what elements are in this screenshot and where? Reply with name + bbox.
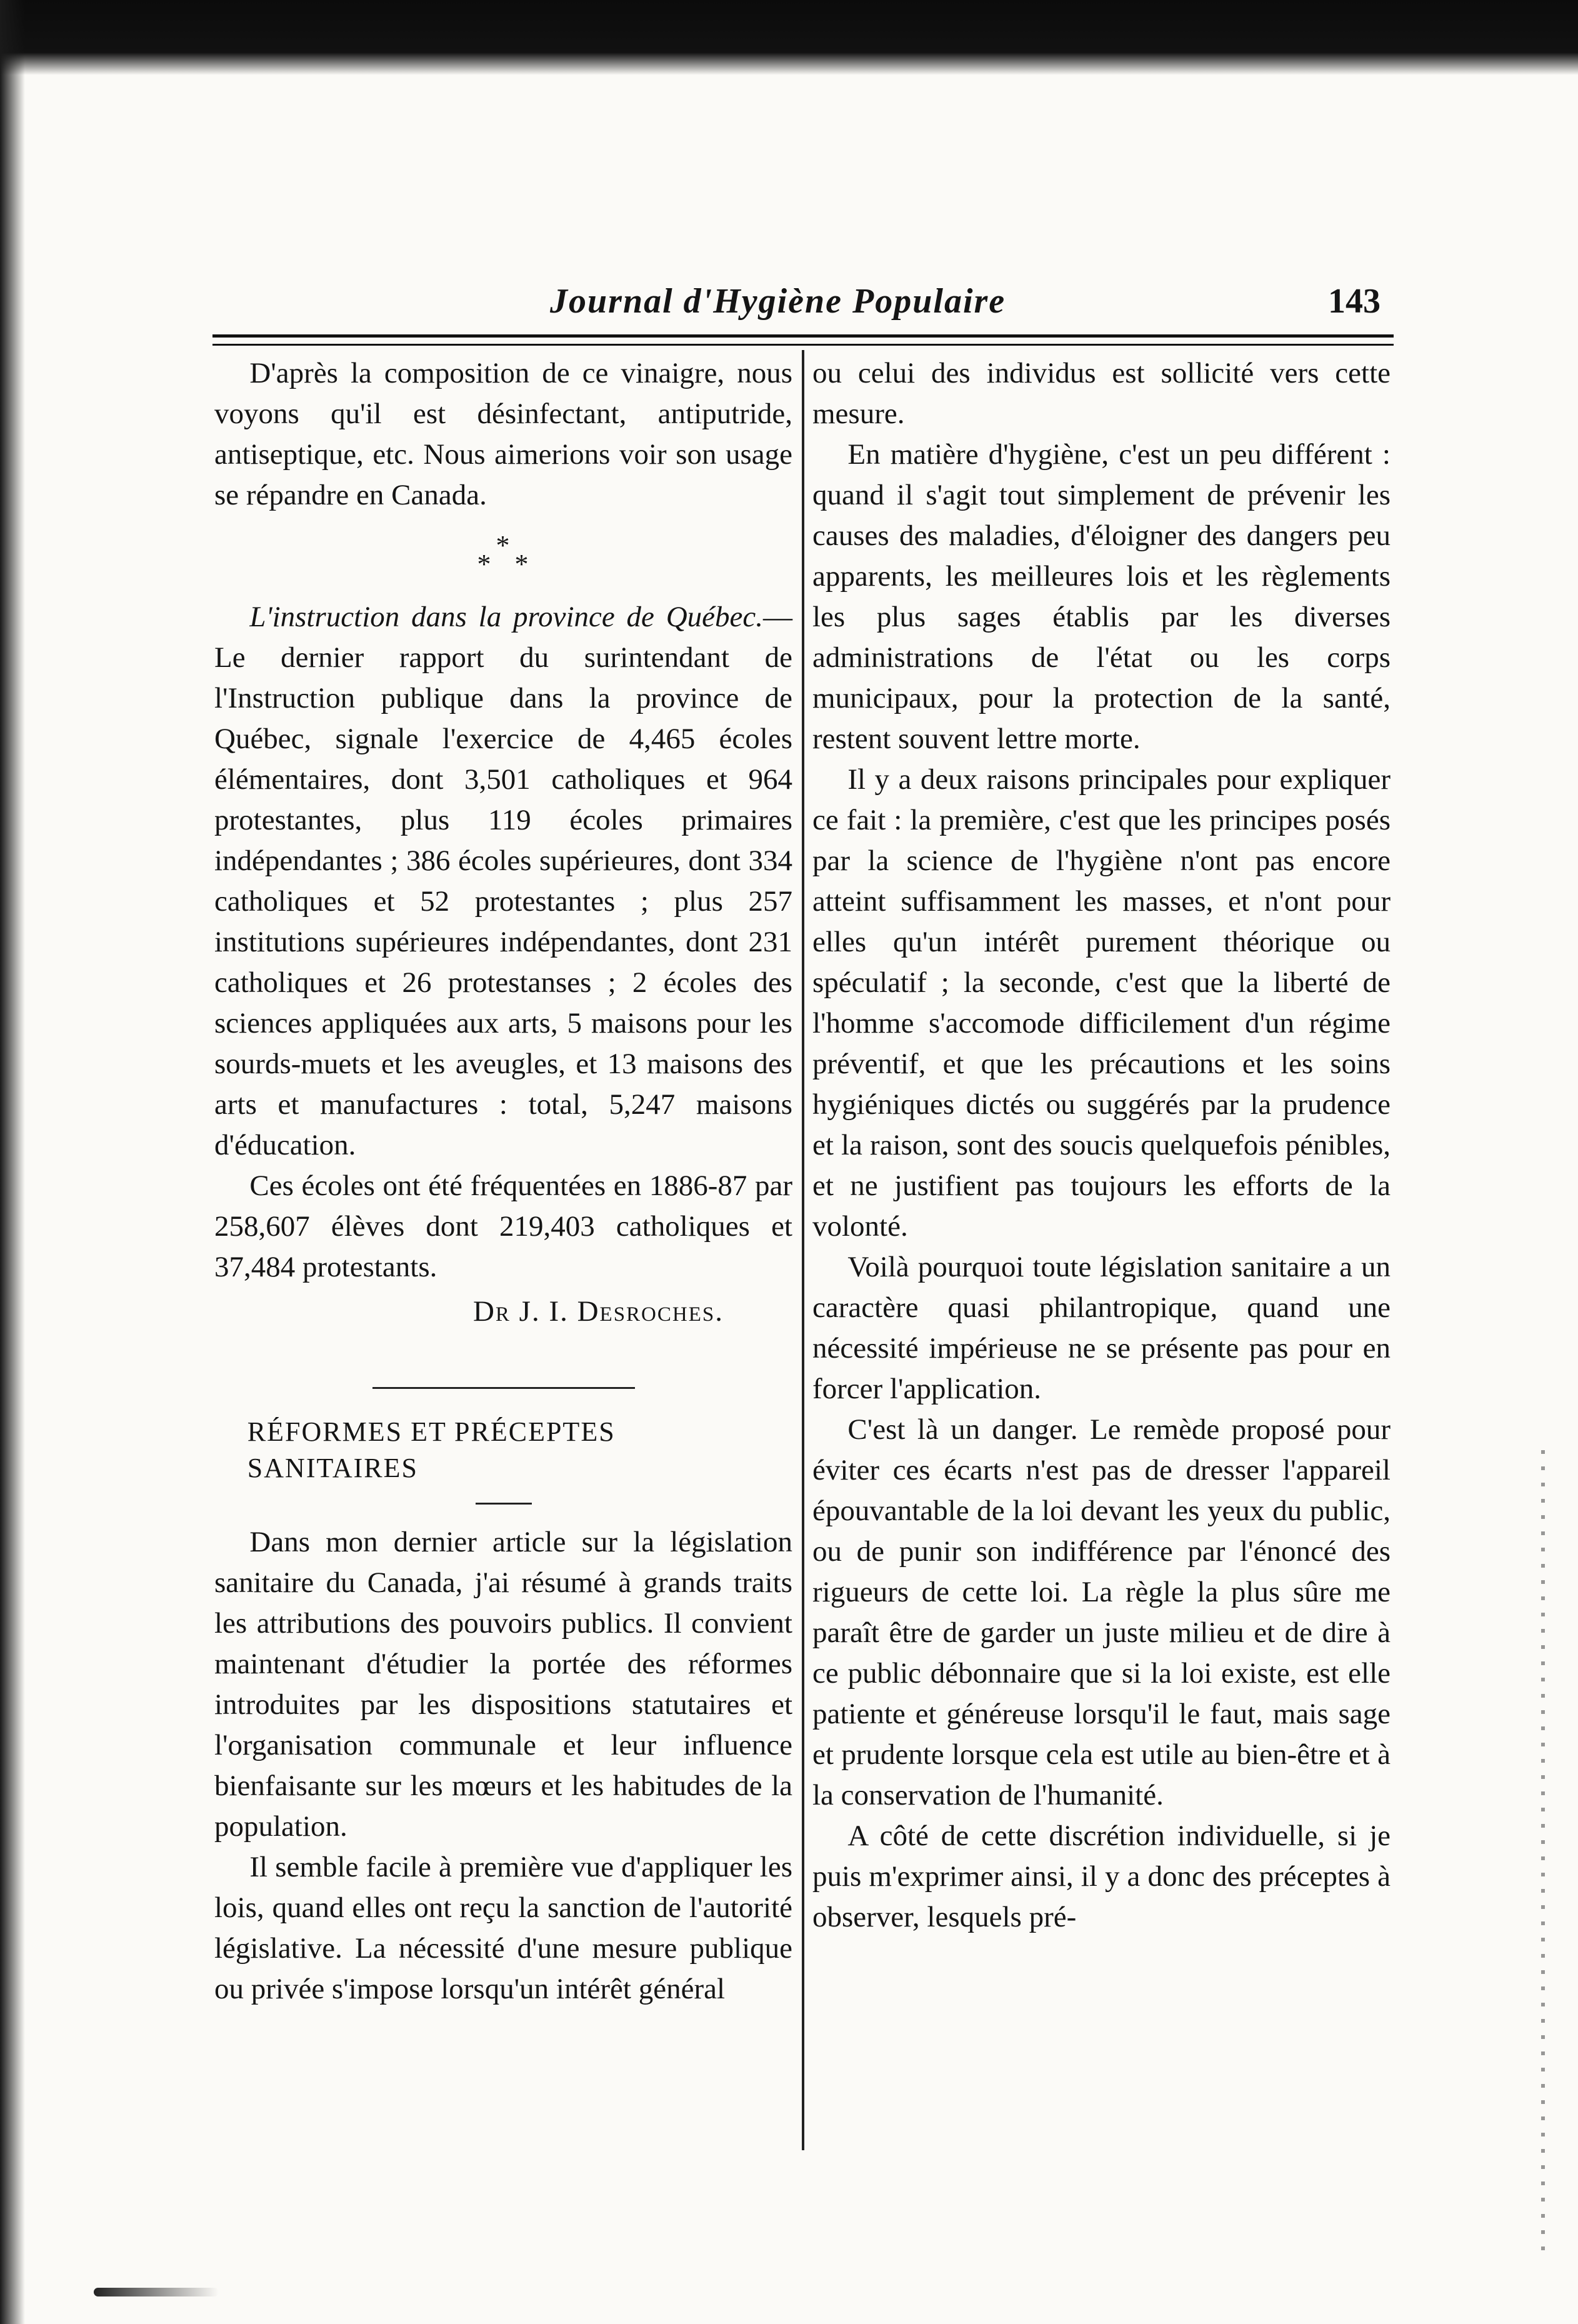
section-divider-rule xyxy=(372,1387,635,1389)
section-title-line-1: RÉFORMES ET PRÉCEPTES xyxy=(247,1416,616,1447)
paragraph-instruction xyxy=(214,597,792,1166)
author-signature: Dr J. I. Desroches. xyxy=(472,1295,724,1328)
paragraph-vinegar: D'après la composition de ce vinaigre, nous voyons qu'il est désinfectant, antiputride, antiseptique, etc. Nous aimerions voir son usage se répandre en Canada. xyxy=(214,357,792,511)
asterism-star: * xyxy=(477,549,491,579)
instruction-body: —Le dernier rapport du surintendant de l'Instruction publique dans la province de Québec, signale l'exercice de 4,465 écoles élémentaires, dont 3,501 catholiques et 964 protestantes, plus 119 écoles primaires indépendantes ; 386 écoles supérieures, dont 334 catholiques et 52 protestantes ; plus 257 institutions supérieures indépendantes, dont 231 catholiques et 26 protestanses ; 2 écoles des sciences appliquées aux arts, 5 maisons pour les sourds-muets et les aveugles, et 13 maisons des arts et manufactures : total, 5,247 maisons d'éducation. xyxy=(214,601,792,1161)
scan-left-shadow xyxy=(0,0,25,2324)
asterism-star: * xyxy=(514,549,529,579)
section-title-line-2: SANITAIRES xyxy=(247,1453,418,1483)
scan-top-shadow xyxy=(0,0,1578,75)
column-divider xyxy=(802,350,804,2150)
paragraph-two-reasons: Il y a deux raisons principales pour expliquer ce fait : la première, c'est que les principes posés par la science de l'hygiène n'ont pas encore atteint suffisamment les masses, et n'ont pour elles qu'un intérêt purement théorique ou spéculatif ; la seconde, c'est que la liberté de l'homme s'accomode difficilement d'un régime préventif, et que les précautions et les soins hygiéniques dictés ou suggérés par la prudence et la raison, sont des soucis quelquefois pénibles, et ne justifient pas toujours les efforts de la volonté. xyxy=(812,763,1391,1243)
paragraph-continuation: ou celui des individus est sollicité vers cette mesure. xyxy=(812,357,1391,430)
instruction-heading: L'instruction dans la province de Québec. xyxy=(249,601,763,633)
paragraph-apply-laws: Il semble facile à première vue d'appliquer les lois, quand elles ont reçu la sanction de l'autorité législative. La nécessité d'une mesure publique ou privée s'impose lorsqu'un intérêt général xyxy=(214,1851,792,2005)
paragraph-hygiene: En matière d'hygiène, c'est un peu différent : quand il s'agit tout simplement de prévenir les causes des maladies, d'éloigner des dangers peu apparents, les meilleures lois et les règlements les plus sages établis par les diverses administrations de l'état ou les corps municipaux, pour la protection de la santé, restent souvent lettre morte. xyxy=(812,438,1391,755)
header-double-rule xyxy=(212,334,1394,346)
paragraph-danger: C'est là un danger. Le remède proposé pour éviter ces écarts n'est pas de dresser l'appareil épouvantable de la loi devant les yeux du public, ou de punir son indifférence par l'énoncé des rigueurs de cette loi. La règle la plus sûre me paraît être de garder un juste milieu et de dire à ce public débonnaire que si la loi existe, est elle patiente et généreuse lorsqu'il le faut, mais sage et prudente lorsque cela est utile au bien-être et à la conservation de l'humanité. xyxy=(812,1413,1391,1811)
left-column xyxy=(214,353,792,2010)
paragraph-philanthropic: Voilà pourquoi toute législation sanitaire a un caractère quasi philantropique, quand une nécessité impérieuse ne se présente pas pour en forcer l'application. xyxy=(812,1251,1391,1405)
scan-bottom-smudge xyxy=(94,2288,219,2296)
page-number: 143 xyxy=(1328,282,1381,321)
right-column xyxy=(812,353,1391,1938)
paragraph-precepts: A côté de cette discrétion individuelle, si je puis m'exprimer ainsi, il y a donc des préceptes à observer, lesquels pré- xyxy=(812,1820,1391,1933)
asterism-separator xyxy=(214,516,792,597)
asterism-star: * xyxy=(496,530,510,561)
paragraph-attendance: Ces écoles ont été fréquentées en 1886-87 par 258,607 élèves dont 219,403 catholiques et 37,484 protestants. xyxy=(214,1170,792,1283)
running-head-title: Journal d'Hygiène Populaire xyxy=(550,282,1006,321)
scan-right-edge-marks xyxy=(1541,1450,1545,2263)
paragraph-legislation: Dans mon dernier article sur la législation sanitaire du Canada, j'ai résumé à grands traits les attributions des pouvoirs publics. Il convient maintenant d'étudier la portée des réformes introduites par les dispositions statutaires et l'organisation communale et leur influence bienfaisante sur les mœurs et les habitudes de la population. xyxy=(214,1526,792,1843)
section-short-rule xyxy=(476,1503,532,1505)
